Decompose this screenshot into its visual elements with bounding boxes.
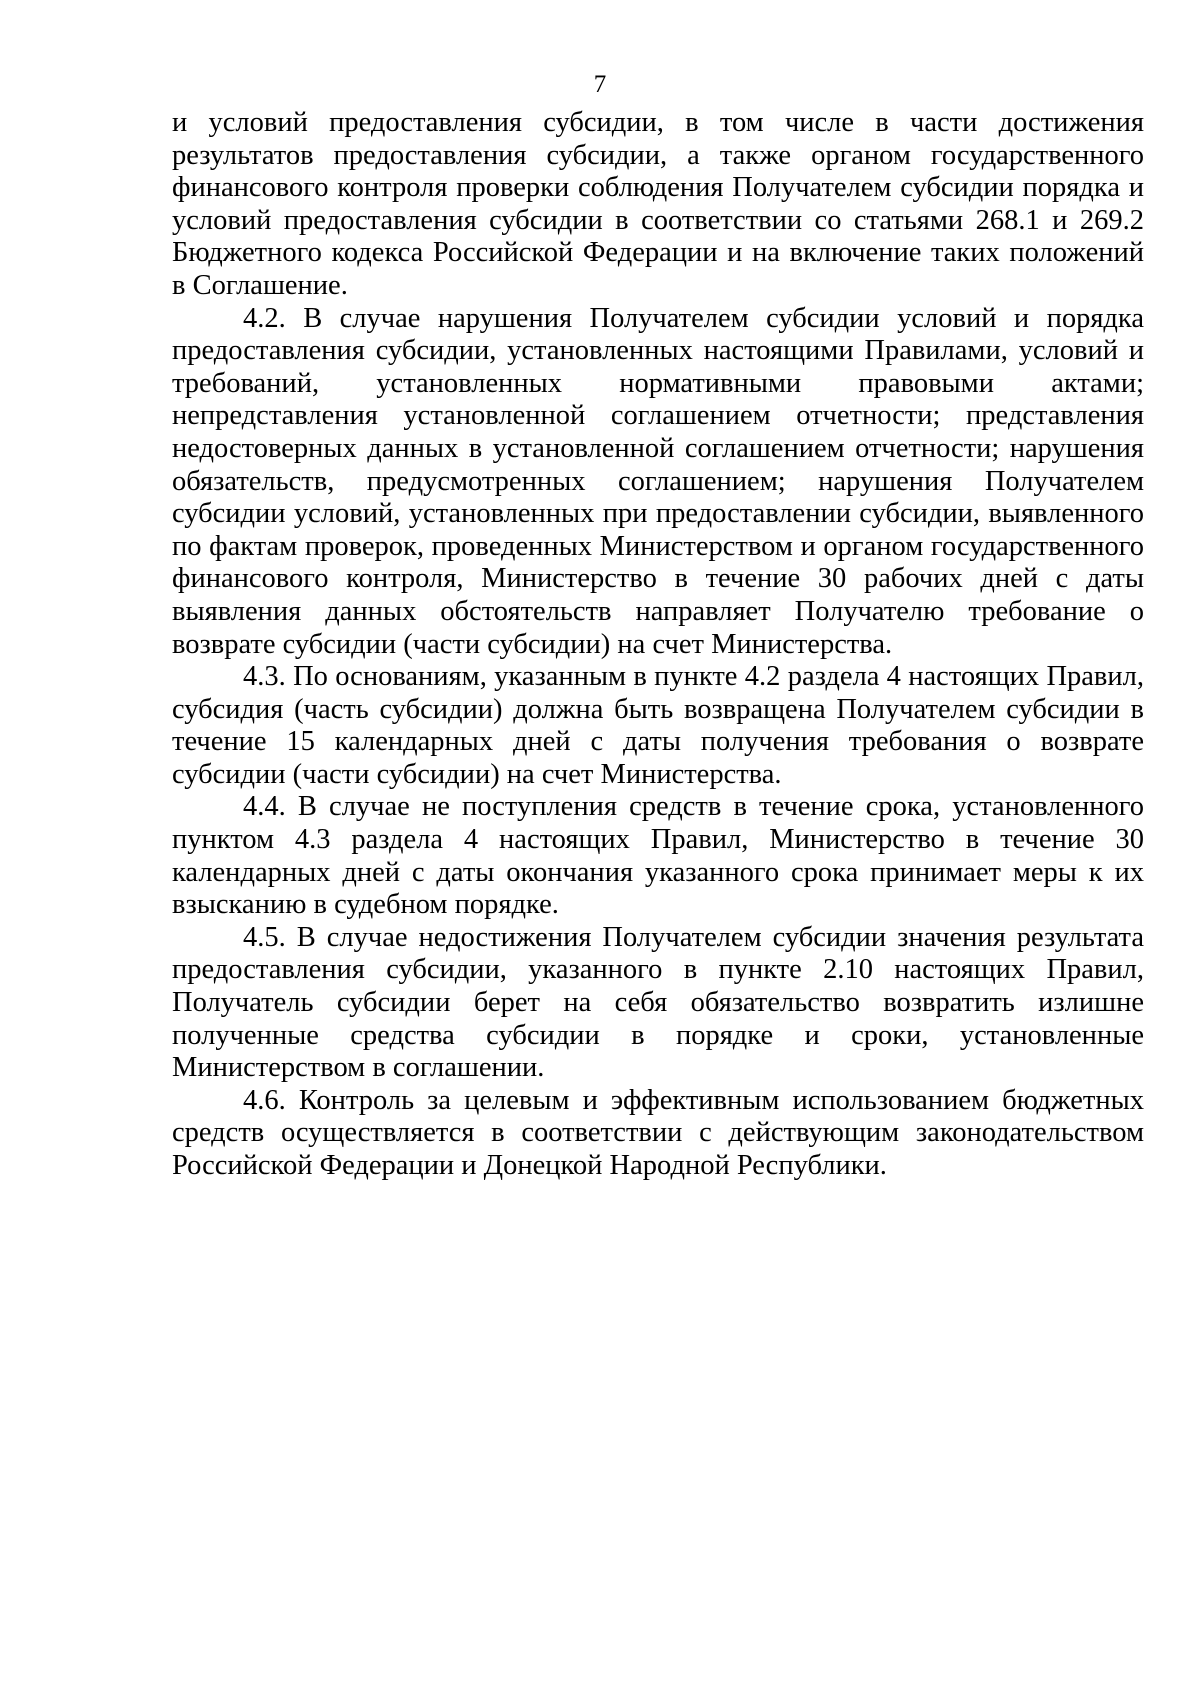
paragraph-text: По основаниям, указанным в пункте 4.2 раздела 4 настоящих Правил, субсидия (часть субсидии) должна быть возвращена Получателем субсидии в течение 15 календарных дней с даты получения требования о возврате субсидии (части субсидии) на счет Министерства. [172,661,1144,790]
paragraph-4-5 [172,922,1144,1085]
paragraph-4-2 [172,303,1144,662]
paragraph-text: Контроль за целевым и эффективным использованием бюджетных средств осуществляется в соответствии с действующим законодательством Российской Федерации и Донецкой Народной Республики. [172,1084,1145,1181]
clause-number: 4.4. [243,791,286,823]
paragraph-text: В случае нарушения Получателем субсидии условий и порядка предоставления субсидии, установленных настоящими Правилами, условий и требований, установленных нормативными правовыми актами; непредставления установленной соглашением отчетности; представления недостоверных данных в установленной соглашением отчетности; нарушения обязательств, предусмотренных соглашением; нарушения Получателем субсидии условий, установленных при предоставлении субсидии, выявленного по фактам проверок, проведенных Министерством и органом государственного финансового контроля, Министерство в течение 30 рабочих дней с даты выявления данных обстоятельств направляет Получателю требование о возврате субсидии (части субсидии) на счет Министерства. [172,302,1144,660]
paragraph-text: В случае недостижения Получателем субсидии значения результата предоставления субсидии, указанного в пункте 2.10 настоящих Правил, Получатель субсидии берет на себя обязательство возвратить излишне полученные средства субсидии в порядке и сроки, установленные Министерством в соглашении. [172,921,1144,1084]
paragraph-text: В случае не поступления средств в течение срока, установленного пунктом 4.3 раздела 4 настоящих Правил, Министерство в течение 30 календарных дней с даты окончания указанного срока принимает меры к их взысканию в судебном порядке. [172,791,1145,921]
paragraph-4-3 [172,661,1144,791]
paragraph-4-4 [172,791,1144,921]
clause-number: 4.5. [243,921,286,953]
clause-number: 4.2. [243,302,286,334]
page-number: 7 [593,71,607,98]
clause-number: 4.6. [243,1084,286,1116]
clause-number: 4.3. [243,661,286,693]
paragraph-text: и условий предоставления субсидии, в том числе в части достижения результатов предоставления субсидии, а также органом государственного финансового контроля проверки соблюдения Получателем субсидии порядка и условий предоставления субсидии в соответствии со статьями 268.1 и 269.2 Бюджетного кодекса Российской Федерации и на включение таких положений в Соглашение. [172,107,1144,301]
document-body [172,107,1144,1183]
paragraph-continuation [172,107,1144,303]
paragraph-4-6 [172,1085,1144,1183]
